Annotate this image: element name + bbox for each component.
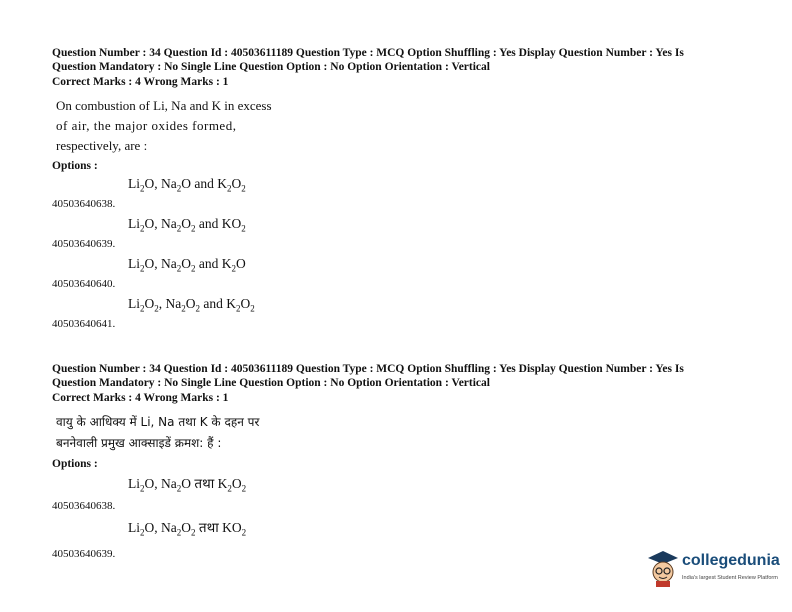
- question-text: [56, 96, 752, 156]
- question-meta-line2: Question Mandatory : No Single Line Question Option : No Option Orientation : Vertical: [52, 60, 490, 73]
- option-item[interactable]: [52, 212, 752, 252]
- option-text: $Li_2O_2$, $Na_2O_2$ and $K_2O_2$: [128, 295, 255, 314]
- question-text-line: On combustion of Li, Na and K in excess: [56, 97, 272, 113]
- logo-tagline: India's largest Student Review Platform: [682, 575, 778, 581]
- option-text: $Li_2O$, $Na_2O$ and $K_2O_2$: [128, 175, 246, 194]
- question-text-line: of air, the major oxides formed,: [56, 117, 237, 133]
- question-meta-line2: Question Mandatory : No Single Line Question Option : No Option Orientation : Vertical: [52, 376, 490, 389]
- option-id: 40503640638.: [52, 197, 116, 210]
- option-item[interactable]: [52, 470, 752, 514]
- option-id: 40503640640.: [52, 277, 116, 290]
- question-meta-line1: Question Number : 34 Question Id : 40503611189 Question Type : MCQ Option Shuffling : Yes Display Question Number : Yes Is: [52, 47, 684, 59]
- question-marks: Correct Marks : 4 Wrong Marks : 1: [52, 392, 229, 404]
- question-text-line: वायु के आधिक्य में Li, Na तथा K के दहन पर: [56, 414, 260, 429]
- collegedunia-logo: [646, 548, 786, 592]
- logo-name: collegedunia: [682, 552, 780, 569]
- option-text: $Li_2O$, $Na_2O_2$ and $K_2O$: [128, 255, 246, 274]
- options-label: Options :: [52, 457, 98, 470]
- question-text: [56, 412, 752, 454]
- option-item[interactable]: [52, 252, 752, 292]
- option-text: $Li_2O$, $Na_2O_2$ तथा $KO_2$: [128, 519, 247, 538]
- option-id: 40503640641.: [52, 317, 116, 330]
- question-block-2: [52, 363, 752, 562]
- question-text-line: बननेवाली प्रमुख आक्साइडें क्रमश: हैं :: [56, 435, 222, 450]
- option-item[interactable]: [52, 172, 752, 212]
- question-block-1: [52, 47, 752, 332]
- question-marks: Correct Marks : 4 Wrong Marks : 1: [52, 76, 229, 88]
- question-text-line: respectively, are :: [56, 137, 148, 153]
- option-item[interactable]: [52, 292, 752, 332]
- question-meta-line1: Question Number : 34 Question Id : 40503611189 Question Type : MCQ Option Shuffling : Yes Display Question Number : Yes Is: [52, 363, 684, 375]
- option-text: $Li_2O$, $Na_2O$ तथा $K_2O_2$: [128, 475, 247, 494]
- options-label: Options :: [52, 159, 98, 172]
- graduate-mascot-icon: [646, 548, 680, 588]
- option-id: 40503640639.: [52, 237, 116, 250]
- option-id: 40503640639.: [52, 547, 116, 560]
- option-id: 40503640638.: [52, 499, 116, 512]
- option-text: $Li_2O$, $Na_2O_2$ and $KO_2$: [128, 215, 246, 234]
